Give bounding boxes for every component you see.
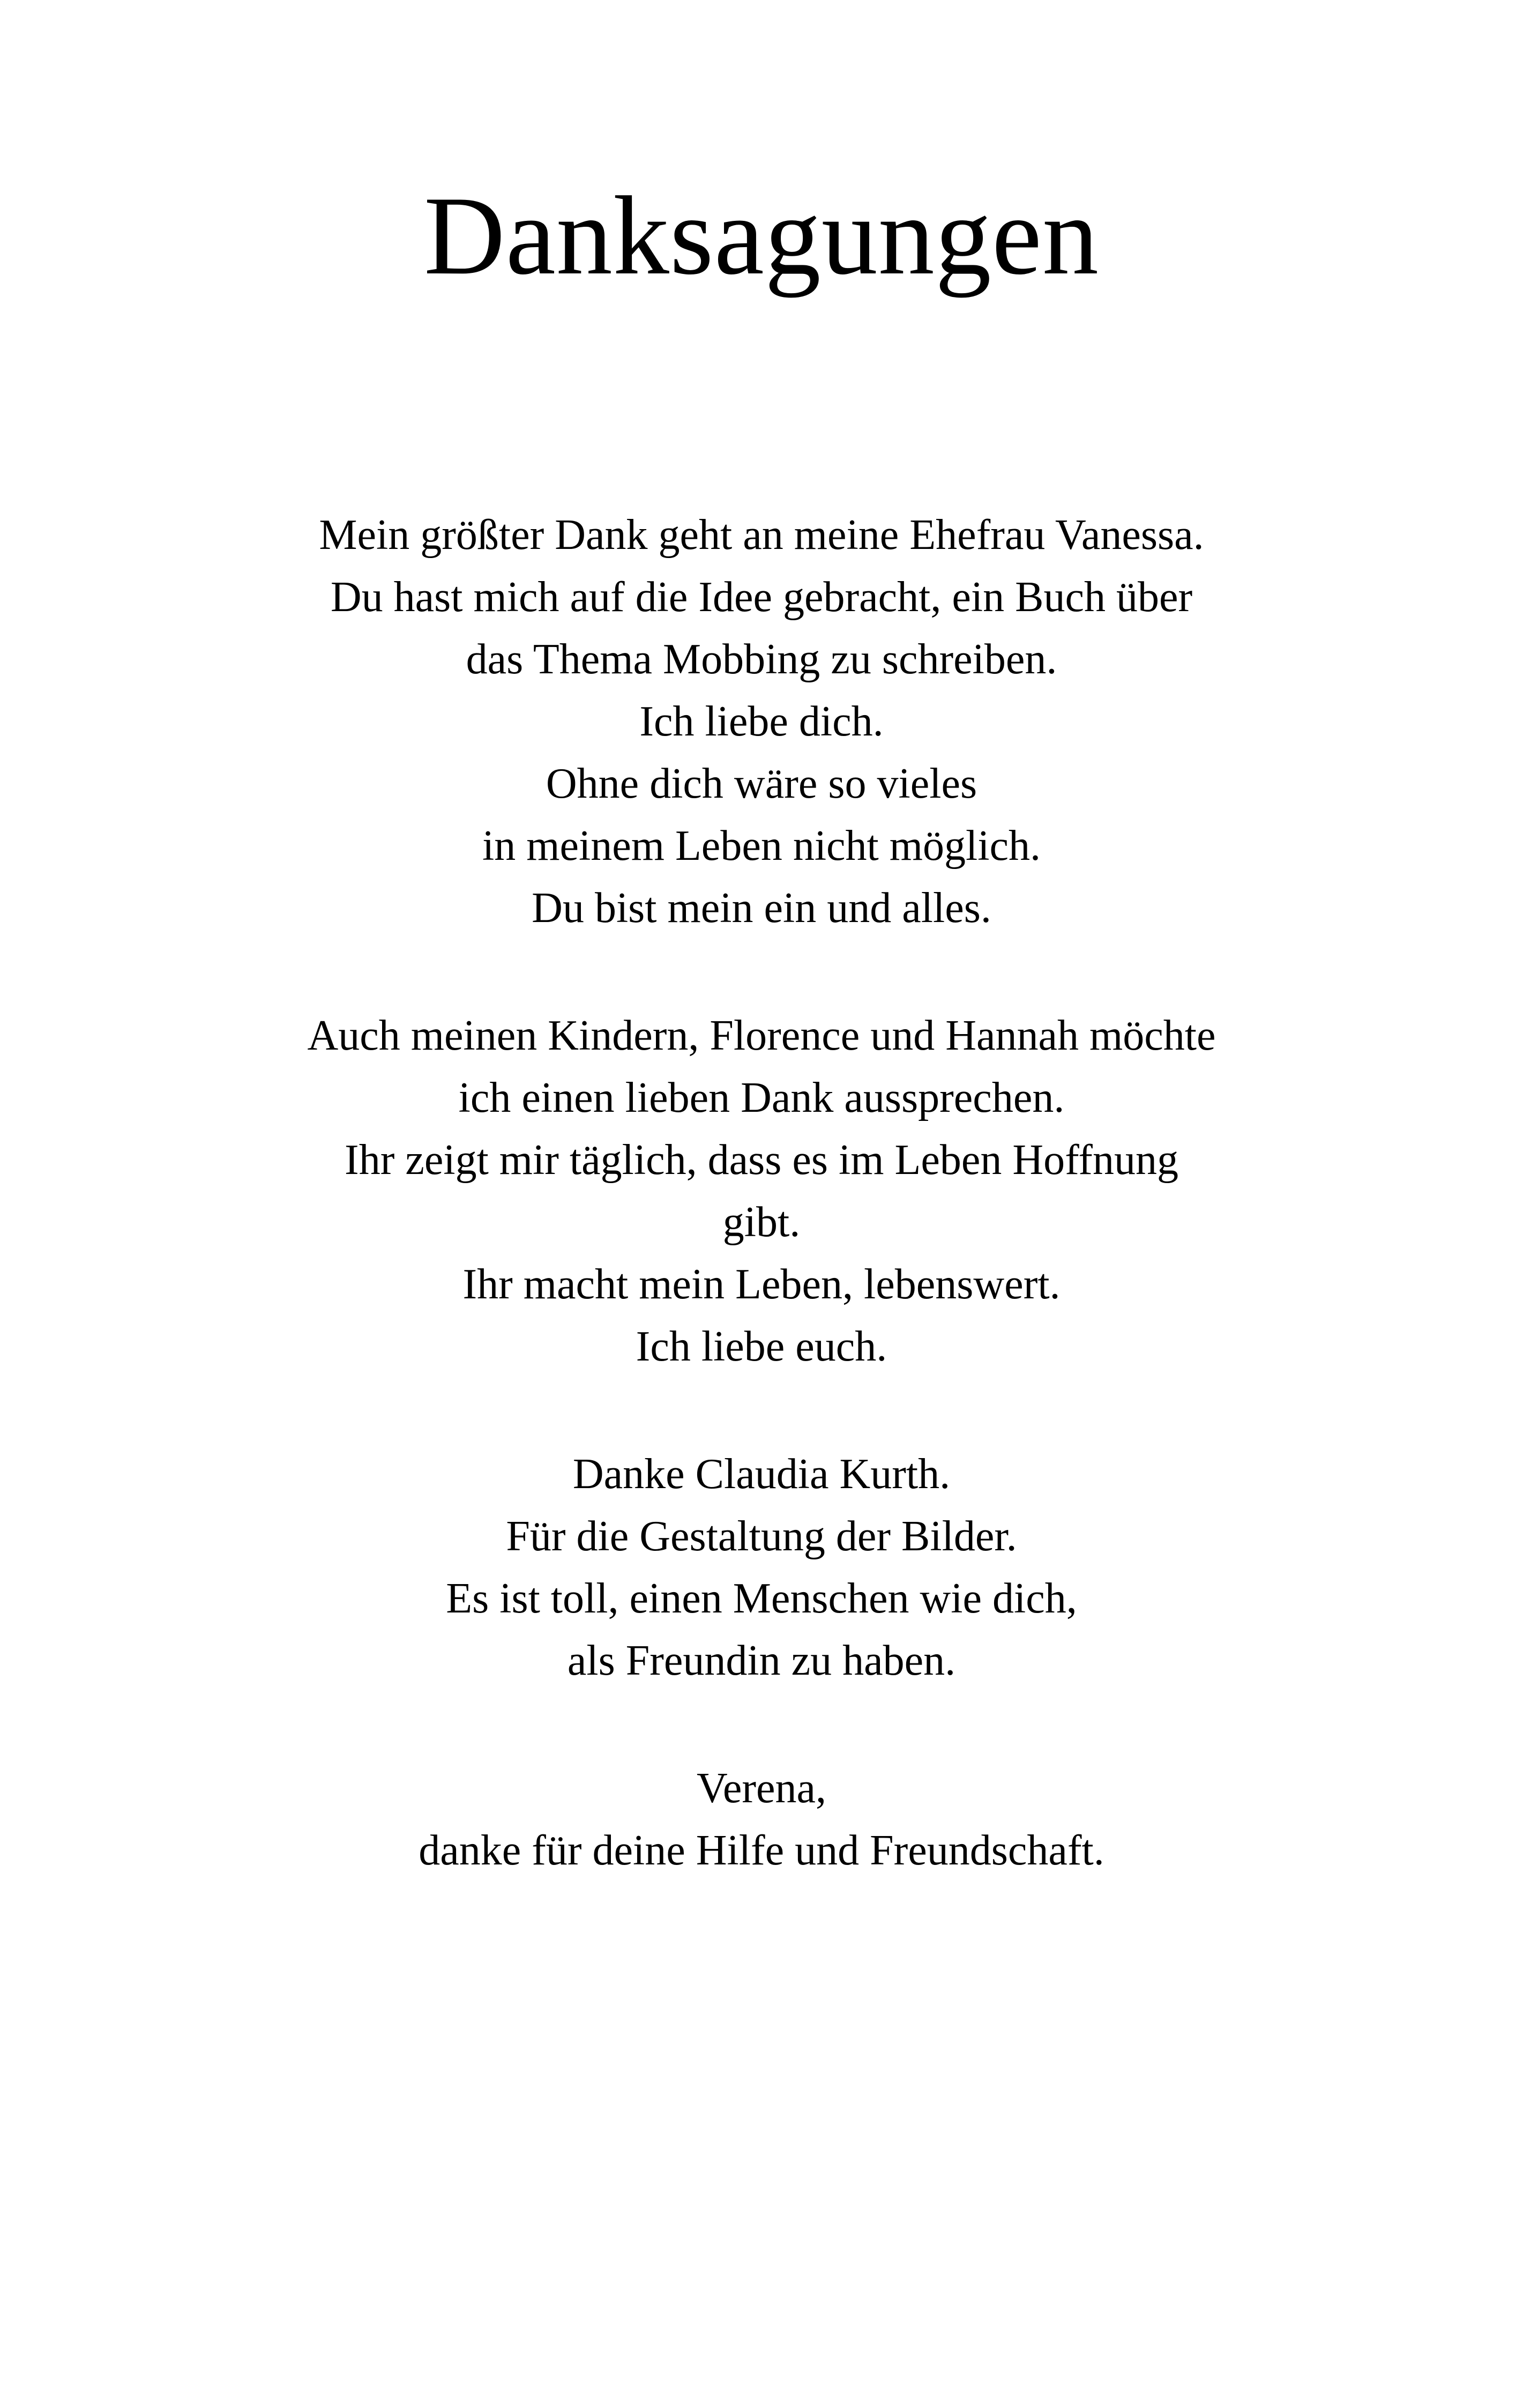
- text-line: Du bist mein ein und alles.: [532, 885, 991, 932]
- text-line: Ihr zeigt mir täglich, dass es im Leben Hoffnung: [345, 1136, 1178, 1184]
- text-line: das Thema Mobbing zu schreiben.: [466, 636, 1057, 683]
- text-line: Es ist toll, einen Menschen wie dich,: [446, 1575, 1077, 1622]
- text-line: als Freundin zu haben.: [567, 1637, 956, 1684]
- text-line: Danke Claudia Kurth.: [572, 1451, 951, 1498]
- text-line: Mein größter Dank geht an meine Ehefrau Vanessa.: [319, 511, 1204, 559]
- text-line: gibt.: [722, 1199, 801, 1246]
- paragraph-claudia: [0, 1443, 1523, 1692]
- paragraph-wife: [0, 504, 1523, 939]
- paragraph-children: [0, 1005, 1523, 1378]
- text-line: in meinem Leben nicht möglich.: [482, 822, 1041, 869]
- text-line: danke für deine Hilfe und Freundschaft.: [419, 1827, 1104, 1874]
- text-line: Ich liebe dich.: [639, 698, 884, 745]
- text-line: Du hast mich auf die Idee gebracht, ein Buch über: [330, 574, 1193, 621]
- text-line: Ich liebe euch.: [636, 1323, 887, 1370]
- acknowledgements-body: [0, 504, 1523, 1947]
- paragraph-verena: [0, 1757, 1523, 1882]
- text-line: ich einen lieben Dank aussprechen.: [458, 1074, 1065, 1121]
- text-line: Ohne dich wäre so vieles: [546, 760, 977, 807]
- text-line: Für die Gestaltung der Bilder.: [506, 1513, 1017, 1560]
- page-title: Danksagungen: [423, 174, 1099, 298]
- text-line: Verena,: [696, 1765, 827, 1812]
- text-line: Auch meinen Kindern, Florence und Hannah möchte: [307, 1012, 1216, 1059]
- text-line: Ihr macht mein Leben, lebenswert.: [462, 1261, 1061, 1308]
